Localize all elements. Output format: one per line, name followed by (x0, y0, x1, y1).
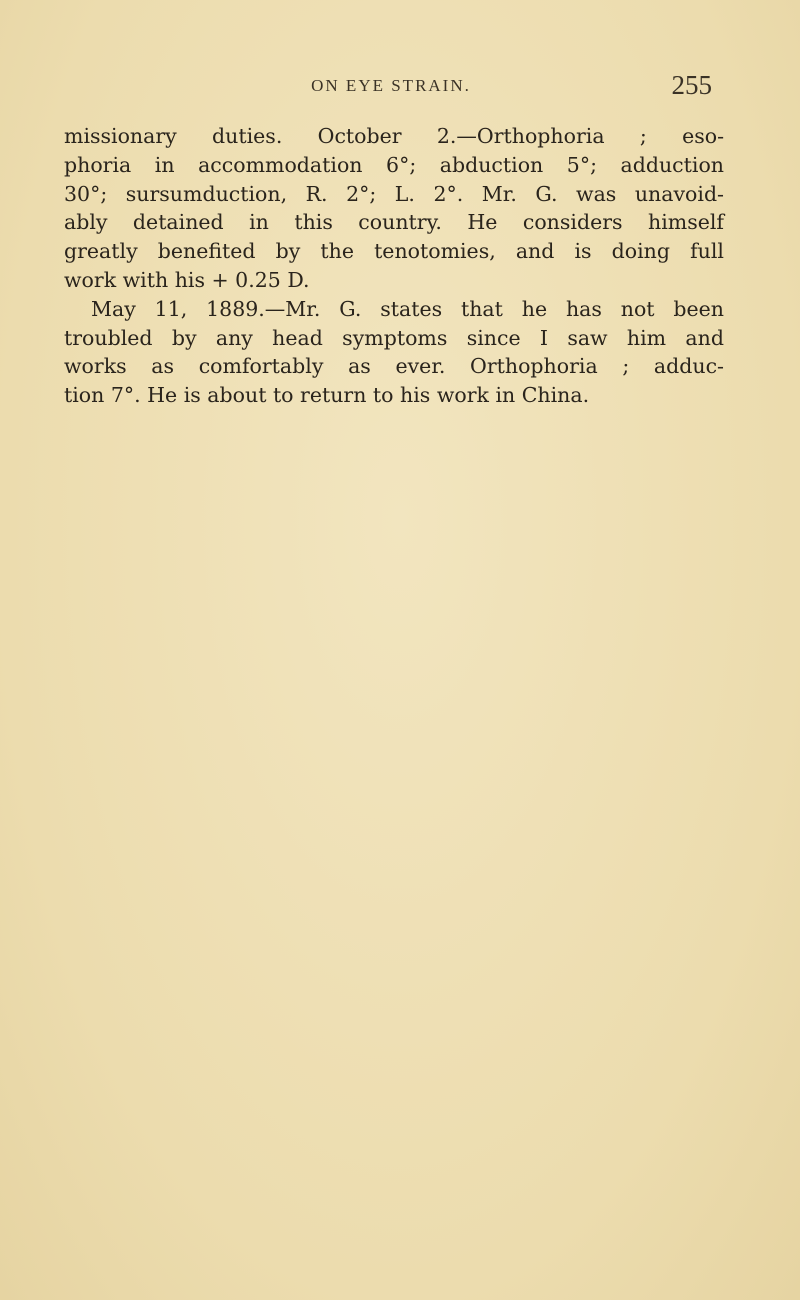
text-line: 30°; sursumduction, R. 2°; L. 2°. Mr. G. was unavoid- (64, 181, 724, 206)
text-line: May 11, 1889.—Mr. G. states that he has not been (91, 296, 724, 321)
text-line: greatly benefited by the tenotomies, and is doing full (64, 239, 724, 264)
text-line: works as comfortably as ever. Orthophoria ; adduc- (64, 354, 724, 379)
text-line: missionary duties. October 2.—Orthophoria ; eso- (64, 124, 724, 148)
text-line: ably detained in this country. He considers himself (64, 210, 724, 235)
page-number: 255 (671, 70, 712, 100)
text-line: phoria in accommodation 6°; abduction 5°; adduction (64, 152, 724, 177)
running-head (70, 70, 712, 106)
text-line: troubled by any head symptoms since I saw him and (64, 325, 724, 350)
running-title: ON EYE STRAIN. (311, 76, 471, 95)
text-line: tion 7°. He is about to return to his work in China. (64, 383, 590, 408)
paragraph (64, 295, 724, 410)
body-text (64, 122, 724, 410)
text-line: work with his + 0.25 D. (64, 267, 310, 292)
paragraph (64, 122, 724, 295)
